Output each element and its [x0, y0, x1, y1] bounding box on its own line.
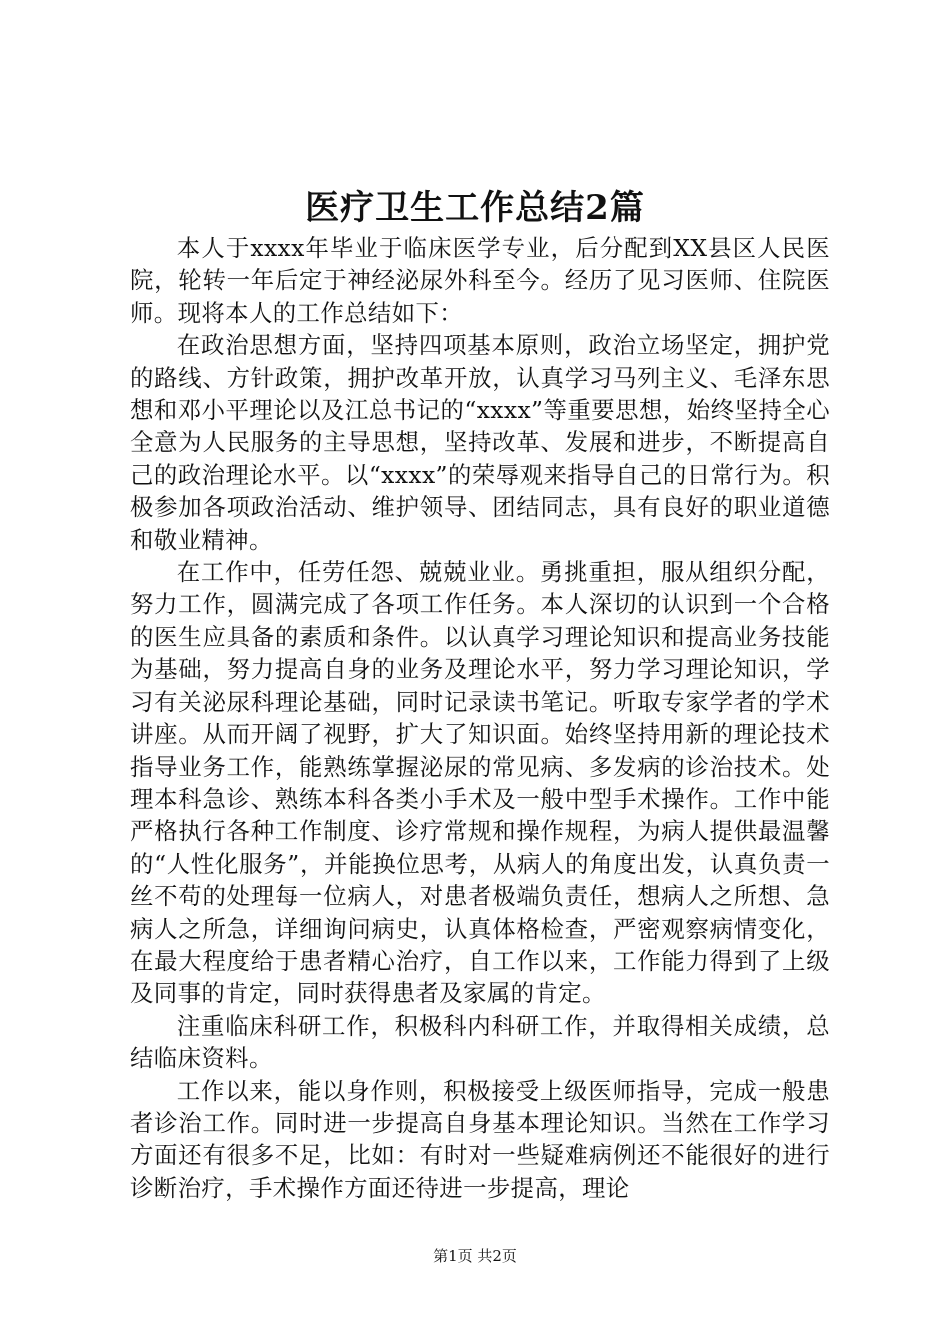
paragraph-research: 注重临床科研工作，积极科内科研工作，并取得相关成绩，总结临床资料。 [130, 1011, 830, 1073]
paragraph-intro: 本人于xxxx年毕业于临床医学专业，后分配到XX县区人民医院，轮转一年后定于神经泌尿外科至今。经历了见习医师、住院医师。现将本人的工作总结如下： [130, 234, 830, 327]
document-title: 医疗卫生工作总结2篇 [305, 188, 645, 228]
page-number-footer: 第1页 共2页 [433, 1247, 517, 1265]
paragraph-political: 在政治思想方面，坚持四项基本原则，政治立场坚定，拥护党的路线、方针政策，拥护改革开放，认真学习马列主义、毛泽东思想和邓小平理论以及江总书记的“xxxx”等重要思想，始终坚持全心全意为人民服务的主导思想，坚持改革、发展和进步，不断提高自己的政治理论水平。以“xxxx”的荣辱观来指导自己的日常行为。积极参加各项政治活动、维护领导、团结同志，具有良好的职业道德和敬业精神。 [130, 331, 830, 554]
paragraph-conclusion: 工作以来，能以身作则，积极接受上级医师指导，完成一般患者诊治工作。同时进一步提高自身基本理论知识。当然在工作学习方面还有很多不足，比如：有时对一些疑难病例还不能很好的进行诊断治疗，手术操作方面还待进一步提高，理论 [130, 1076, 830, 1202]
paragraph-work: 在工作中，任劳任怨、兢兢业业。勇挑重担，服从组织分配，努力工作，圆满完成了各项工作任务。本人深切的认识到一个合格的医生应具备的素质和条件。以认真学习理论知识和提高业务技能为基础，努力提高自身的业务及理论水平，努力学习理论知识，学习有关泌尿科理论基础，同时记录读书笔记。听取专家学者的学术讲座。从而开阔了视野，扩大了知识面。始终坚持用新的理论技术指导业务工作，能熟练掌握泌尿的常见病、多发病的诊治技术。处理本科急诊、熟练本科各类小手术及一般中型手术操作。工作中能严格执行各种工作制度、诊疗常规和操作规程，为病人提供最温馨的“人性化服务”，并能换位思考，从病人的角度出发，认真负责一丝不苟的处理每一位病人，对患者极端负责任，想病人之所想、急病人之所急，详细询问病史，认真体格检查，严密观察病情变化，在最大程度给于患者精心治疗，自工作以来，工作能力得到了上级及同事的肯定，同时获得患者及家属的肯定。 [130, 558, 830, 1008]
document-body [130, 232, 830, 1204]
